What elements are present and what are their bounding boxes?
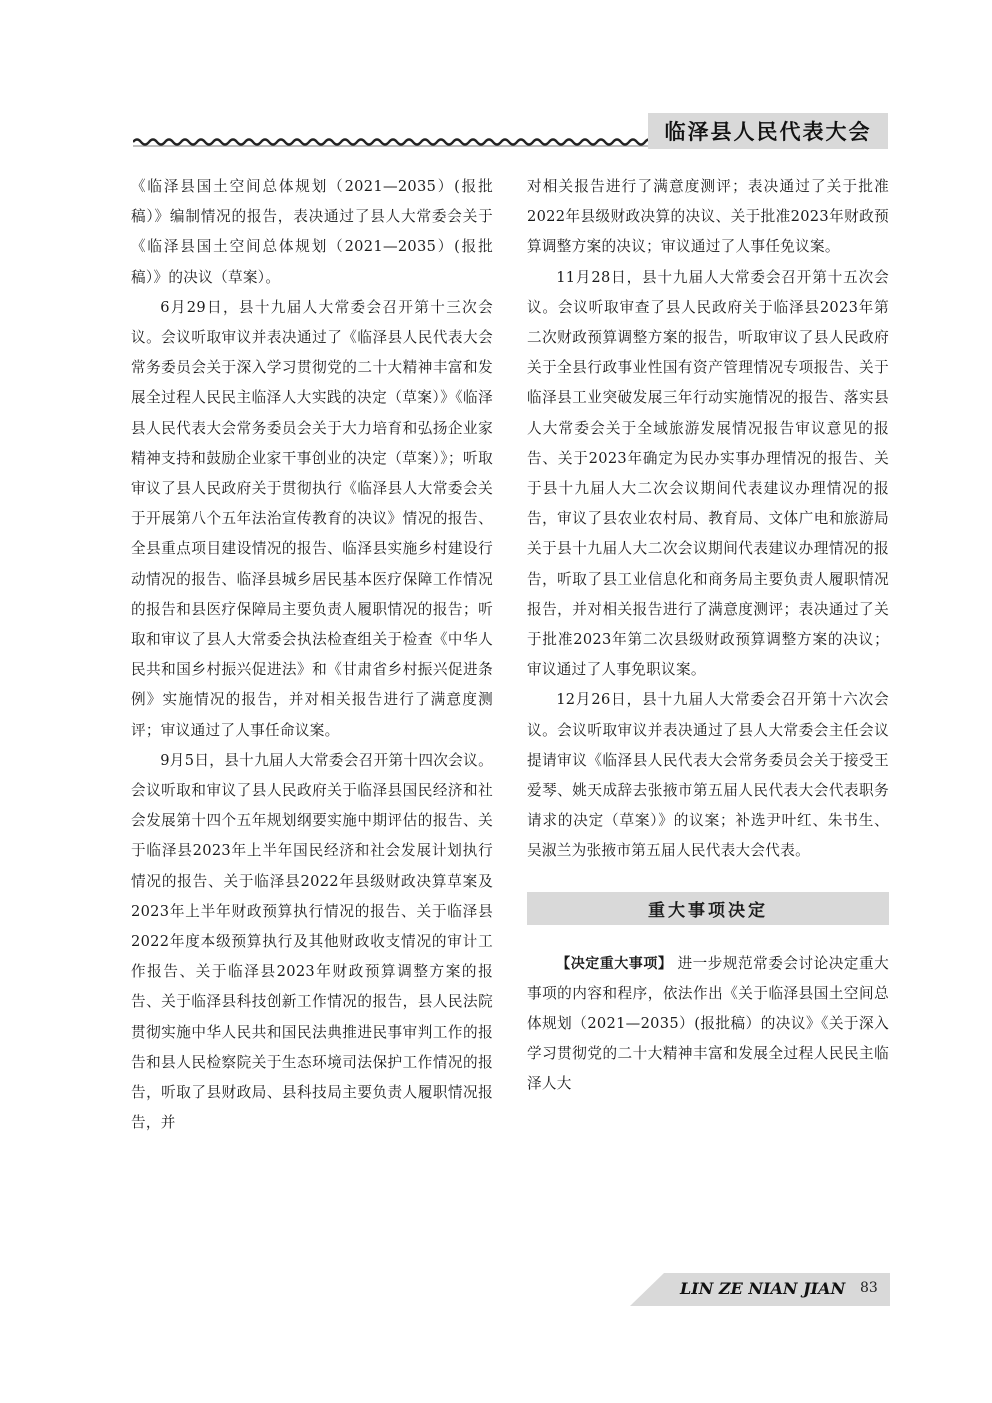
section-heading: 重大事项决定 [648, 900, 768, 921]
header-section-tab [648, 113, 888, 149]
left-paragraph-2: 6月29日，县十九届人大常委会召开第十三次会议。会议听取审议并表决通过了《临泽县人民代表大会常务委员会关于深入学习贯彻党的二十大精神丰富和发展全过程人民民主临泽人大实践的决定（草案）》《临泽县人民代表大会常务委员会关于大力培育和弘扬企业家精神支持和鼓励企业家干事创业的决定（草案）》；听取审议了县人民政府关于贯彻执行《临泽县人大常委会关于开展第八个五年法治宣传教育的决议》情况的报告、全县重点项目建设情况的报告、临泽县实施乡村建设行动情况的报告、临泽县城乡居民基本医疗保障工作情况的报告和县医疗保障局主要负责人履职情况的报告；听取和审议了县人大常委会执法检查组关于检查《中华人民共和国乡村振兴促进法》和《甘肃省乡村振兴促进条例》实施情况的报告，并对相关报告进行了满意度测评；审议通过了人事任命议案。 [131, 298, 493, 739]
right-paragraph-2: 11月28日，县十九届人大常委会召开第十五次会议。会议听取审查了县人民政府关于临泽县2023年第二次财政预算调整方案的报告，听取审议了县人民政府关于全县行政事业性国有资产管理情况专项报告、关于临泽县工业突破发展三年行动实施情况的报告、落实县人大常委会关于全域旅游发展情况报告审议意见的报告、关于2023年确定为民办实事办理情况的报告、关于县十九届人大二次会议期间代表建议办理情况的报告，审议了县农业农村局、教育局、文体广电和旅游局关于县十九届人大二次会议期间代表建议办理情况的报告，听取了县工业信息化和商务局主要负责人履职情况报告，并对相关报告进行了满意度测评；表决通过了关于批准2023年第二次县级财政预算调整方案的决议；审议通过了人事免职议案。 [527, 268, 889, 679]
section-heading-bar [527, 892, 889, 925]
page-footer [630, 1273, 890, 1306]
page-number: 83 [860, 1280, 878, 1296]
left-paragraph-3: 9月5日，县十九届人大常委会召开第十四次会议。会议听取和审议了县人民政府关于临泽县国民经济和社会发展第十四个五年规划纲要实施中期评估的报告、关于临泽县2023年上半年国民经济和社会发展计划执行情况的报告、关于临泽县2022年县级财政决算草案及2023年上半年财政预算执行情况的报告、关于临泽县2022年度本级预算执行及其他财政收支情况的审计工作报告、关于临泽县2023年财政预算调整方案的报告、关于临泽县科技创新工作情况的报告，县人民法院贯彻实施中华人民共和国民法典推进民事审判工作的报告和县人民检察院关于生态环境司法保护工作情况的报告，听取了县财政局、县科技局主要负责人履职情况报告，并 [131, 751, 493, 1132]
right-paragraph-1: 对相关报告进行了满意度测评；表决通过了关于批准2022年县级财政决算的决议、关于批准2023年财政预算调整方案的决议；审议通过了人事任免议案。 [527, 178, 889, 256]
left-column [131, 172, 493, 1139]
section-tag: 【决定重大事项】 [556, 955, 673, 972]
section-text: 进一步规范常委会讨论决定重大事项的内容和程序，依法作出《关于临泽县国土空间总体规划（2021—2035）(报批稿）的决议》《关于深入学习贯彻党的二十大精神丰富和发展全过程人民民主临泽人大 [527, 954, 889, 1093]
section-paragraph [527, 949, 889, 1100]
right-column [527, 172, 889, 1100]
footer-journal-title: LIN ZE NIAN JIAN [680, 1279, 846, 1298]
header-decorative-rule [133, 130, 653, 152]
right-paragraph-3: 12月26日，县十九届人大常委会召开第十六次会议。会议听取审议并表决通过了县人大常委会主任会议提请审议《临泽县人民代表大会常务委员会关于接受王爱琴、姚天成辞去张掖市第五届人民代表大会代表职务请求的决定（草案）》的议案；补选尹叶红、朱书生、吴淑兰为张掖市第五届人民代表大会代表。 [527, 691, 889, 860]
left-paragraph-1: 《临泽县国土空间总体规划（2021—2035）(报批稿）》编制情况的报告，表决通过了县人大常委会关于《临泽县国土空间总体规划（2021—2035）(报批稿）》的决议（草案）。 [131, 178, 493, 286]
header-tab-title: 临泽县人民代表大会 [664, 120, 872, 144]
